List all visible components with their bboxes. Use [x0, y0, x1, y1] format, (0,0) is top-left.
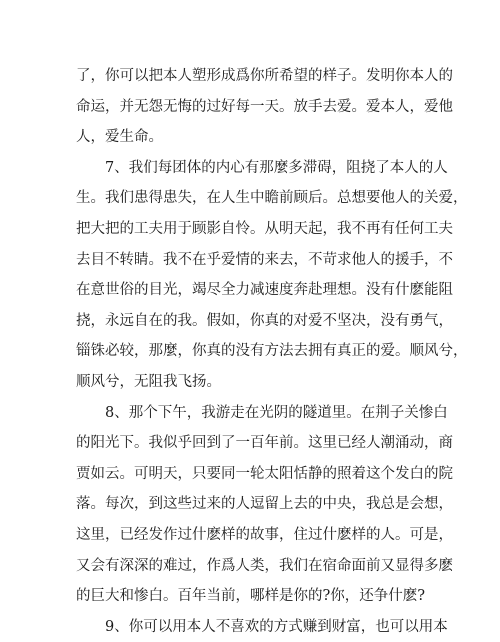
paragraph-9-start [76, 612, 448, 642]
text-line: 8、那个下午，我游走在光阴的隧道里。在荆子关惨白 [105, 404, 448, 421]
text-line: 在意世俗的目光，竭尽全力减速度奔赴理想。没有什麽能阻 [76, 282, 453, 299]
text-line: 贾如云。可明天，只要同一轮太阳恬静的照着这个发白的院 [76, 465, 453, 482]
text-line: 顺风兮，无阻我飞扬。 [76, 373, 221, 390]
paragraph-7 [76, 153, 468, 398]
text-line: 了，你可以把本人塑形成爲你所希望的样子。发明你本人的 [76, 68, 453, 84]
text-line: 去目不转睛。我不在乎爱情的来去，不苛求他人的援手，不 [76, 251, 453, 268]
text-line: 又会有深深的难过，作爲人类，我们在宿命面前又显得多麽 [76, 557, 453, 574]
text-line: 挠，永远自在的我。假如，你真的对爱不坚决，没有勇气， [76, 312, 453, 329]
text-line: 锱铢必较，那麼，你真的没有方法去拥有真正的爱。顺风兮， [76, 343, 468, 360]
text-line: 命运，并无怨无悔的过好每一天。放手去爱。爱本人，爱他 [76, 98, 453, 115]
text-line: 9、你可以用本人不喜欢的方式赚到财富，也可以用本 [105, 618, 448, 635]
document-body [76, 61, 468, 642]
text-line: 的阳光下。我似乎回到了一百年前。这里已经人潮涌动，商 [76, 435, 453, 452]
paragraph-6-continuation [76, 61, 453, 153]
text-line: 这里，已经发作过什麽样的故事，住过什麽样的人。可是， [76, 526, 453, 543]
text-line: 7、我们每团体的内心有那麼多滞碍，阻挠了本人的人 [105, 159, 448, 176]
text-line: 人，爱生命。 [76, 129, 163, 146]
text-line: 落。每次，到这些过来的人逗留上去的中央，我总是会想， [76, 496, 453, 513]
text-line: 的巨大和惨白。百年当前，哪样是你的?你，还争什麽? [76, 588, 426, 605]
text-line: 把大把的工夫用于顾影自怜。从明天起，我不再有任何工夫 [76, 220, 453, 237]
text-line: 生。我们患得患失，在人生中瞻前顾后。总想要他人的关爱， [76, 190, 468, 207]
paragraph-8 [76, 398, 453, 612]
